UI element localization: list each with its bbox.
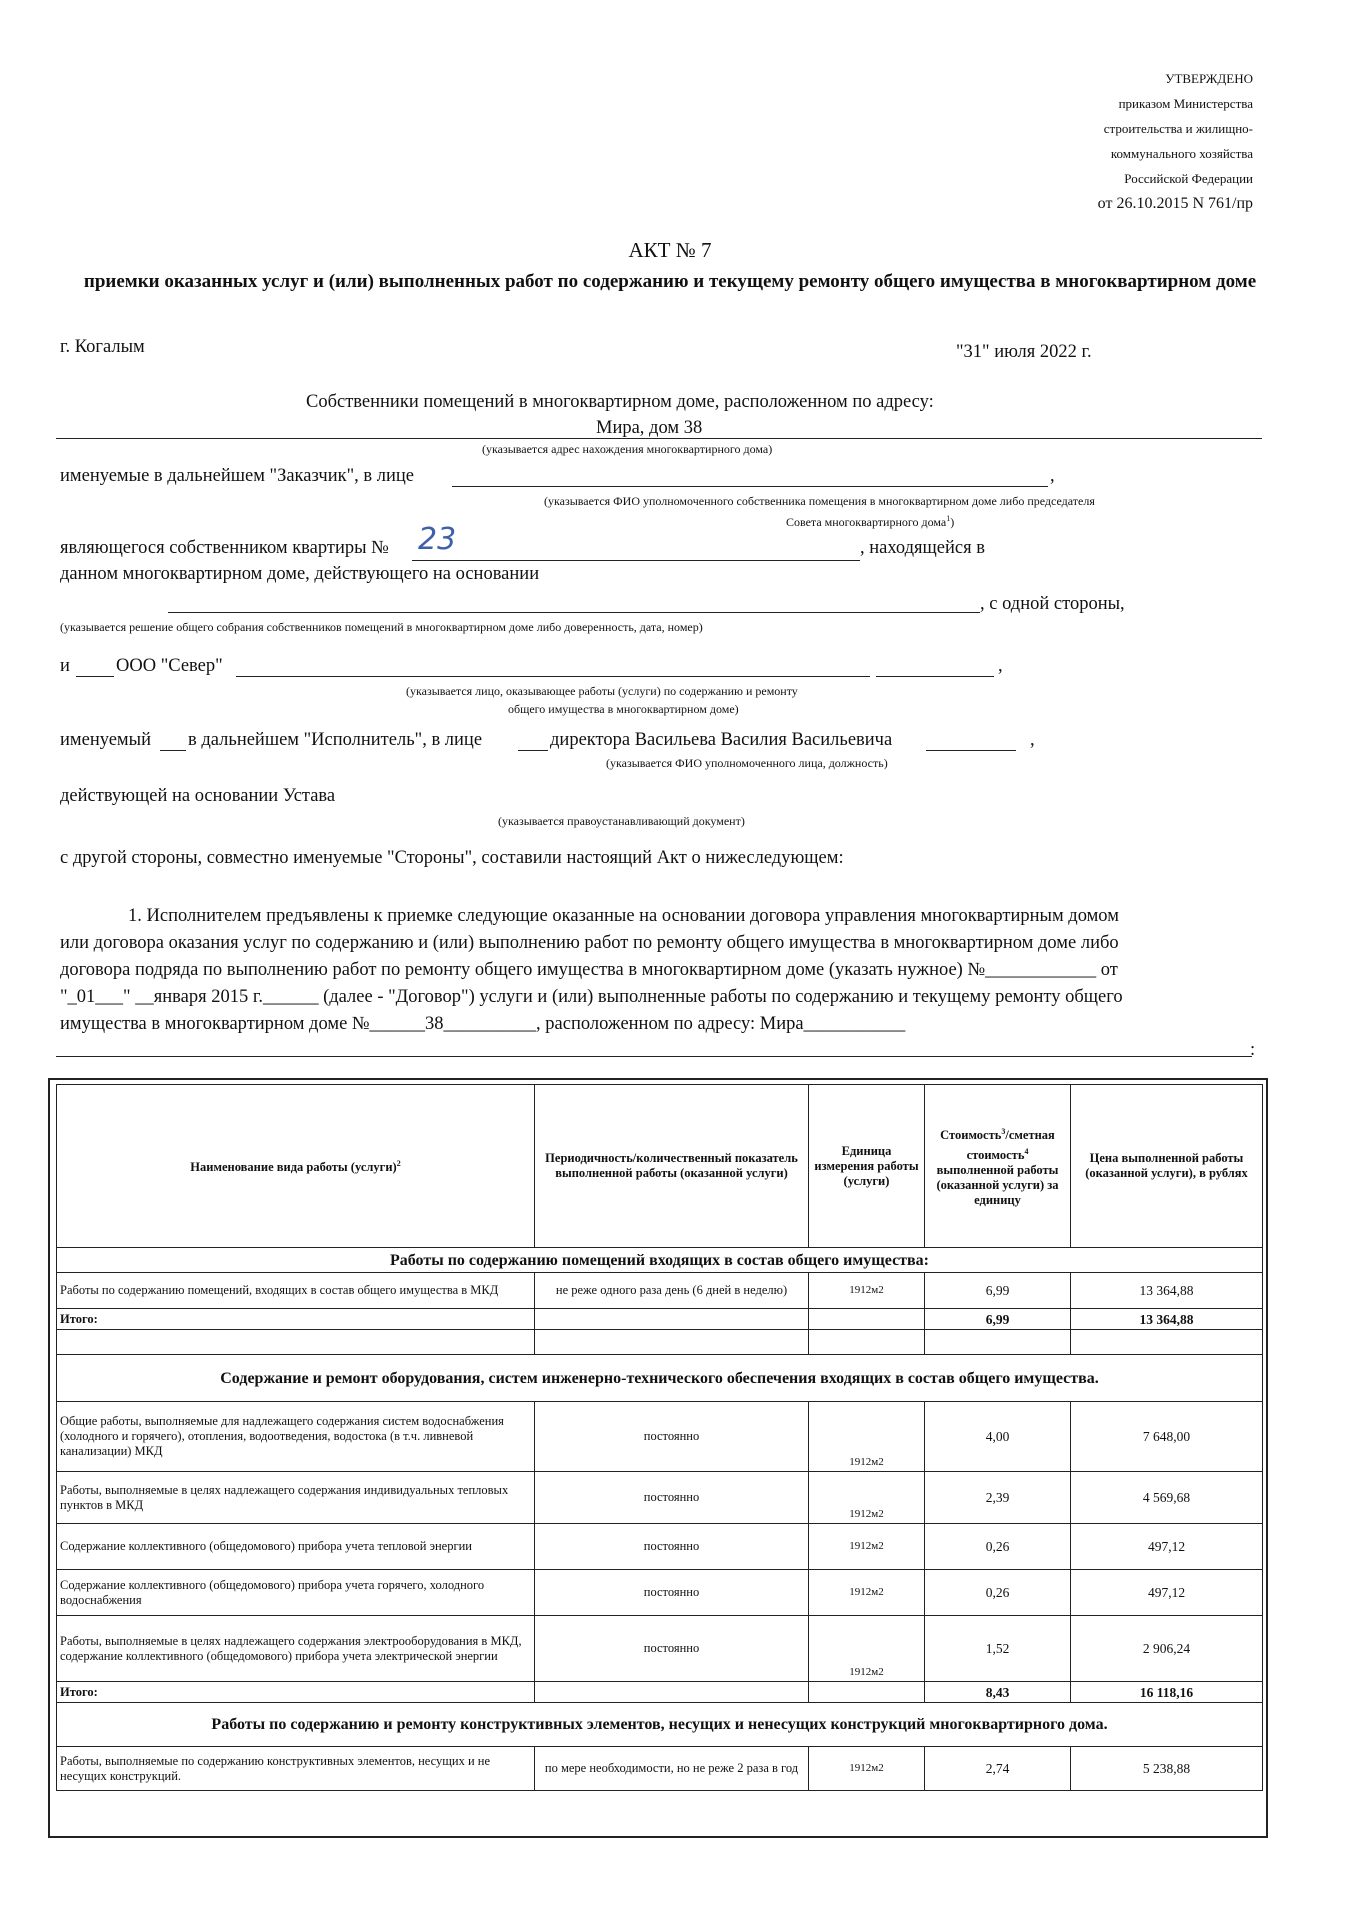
total-label: Итого: xyxy=(57,1682,535,1703)
rep-post-underline xyxy=(926,750,1016,751)
customer-hint-text: Совета многоквартирного дома xyxy=(786,515,947,529)
total-label: Итого: xyxy=(57,1309,535,1330)
cell-periodicity: постоянно xyxy=(535,1616,809,1682)
cell-cost: 6,99 xyxy=(925,1273,1071,1309)
basis-underline xyxy=(168,612,980,613)
table-row xyxy=(57,1273,1263,1309)
table-row xyxy=(57,1570,1263,1616)
header-unit: Единица измерения работы (услуги) xyxy=(809,1085,925,1248)
section-row xyxy=(57,1703,1263,1747)
approval-stamp-block xyxy=(1098,66,1253,216)
empty-cell xyxy=(1071,1330,1263,1355)
contractor-hint: (указывается лицо, оказывающее работы (услуги) по содержанию и ремонту xyxy=(406,684,798,698)
cell-unit: 1912м2 xyxy=(809,1273,925,1309)
cell-cost: 2,39 xyxy=(925,1472,1071,1524)
footnote-mark: 4 xyxy=(1024,1146,1029,1156)
clause1-underline xyxy=(56,1056,1252,1057)
total-cost: 6,99 xyxy=(925,1309,1071,1330)
cell-price: 5 238,88 xyxy=(1071,1747,1263,1791)
city: г. Когалым xyxy=(60,337,145,357)
cell-cost: 4,00 xyxy=(925,1402,1071,1472)
header-cost xyxy=(925,1085,1071,1248)
cell-name: Работы, выполняемые по содержанию конструктивных элементов, несущих и не несущих конструкций. xyxy=(57,1747,535,1791)
header-cost-a: Стоимость xyxy=(940,1128,1002,1143)
empty-cell xyxy=(535,1330,809,1355)
total-price: 13 364,88 xyxy=(1071,1309,1263,1330)
building-address: Мира, дом 38 xyxy=(596,418,703,438)
act-date: "31" июля 2022 г. xyxy=(956,342,1092,362)
empty-cell xyxy=(925,1330,1071,1355)
total-row xyxy=(57,1682,1263,1703)
approval-order-date: от 26.10.2015 N 761/пр xyxy=(1097,195,1253,212)
footnote-mark: 3 xyxy=(1001,1127,1006,1137)
basis-text: данном многоквартирном доме, действующего на основании xyxy=(60,564,540,584)
rep-hint: (указывается ФИО уполномоченного лица, должность) xyxy=(606,756,888,770)
contractor-underline-2 xyxy=(876,676,994,677)
contractor-name: ООО "Север" xyxy=(116,656,223,676)
rep-text-1: именуемый xyxy=(60,730,151,750)
cell-name: Работы, выполняемые в целях надлежащего содержания электрооборудования в МКД, содержание коллективного (общедомового) прибора учета электрической энергии xyxy=(57,1616,535,1682)
total-price: 16 118,16 xyxy=(1071,1682,1263,1703)
cell-cost: 1,52 xyxy=(925,1616,1071,1682)
cell-periodicity: постоянно xyxy=(535,1570,809,1616)
cell-price: 497,12 xyxy=(1071,1570,1263,1616)
clause1-colon: : xyxy=(1250,1040,1256,1060)
contractor-basis: действующей на основании Устава xyxy=(60,786,336,806)
address-hint: (указывается адрес нахождения многоквартирного дома) xyxy=(482,442,773,456)
owners-intro: Собственники помещений в многоквартирном доме, расположенном по адресу: xyxy=(306,392,934,412)
rep-comma: , xyxy=(1030,730,1035,750)
contractor-underline xyxy=(236,676,870,677)
table-header-row xyxy=(57,1085,1263,1248)
rep-pre-underline xyxy=(518,750,548,751)
clause1-line3: договора подряда по выполнению работ по ремонту общего имущества в многоквартирном доме (указать нужное) №____________ от xyxy=(60,960,1118,980)
cell-unit: 1912м2 xyxy=(809,1747,925,1791)
clause1-line2: или договора оказания услуг по содержанию и (или) выполнению работ по ремонту общего имущества в многоквартирном доме либо xyxy=(60,933,1119,953)
cell-name: Содержание коллективного (общедомового) прибора учета тепловой энергии xyxy=(57,1524,535,1570)
header-name xyxy=(57,1085,535,1248)
cell-name: Работы по содержанию помещений, входящих в состав общего имущества в МКД xyxy=(57,1273,535,1309)
basis-hint: (указывается решение общего собрания собственников помещений в многоквартирном доме либо доверенность, дата, номер) xyxy=(60,620,703,634)
empty-cell xyxy=(809,1682,925,1703)
cell-cost: 0,26 xyxy=(925,1570,1071,1616)
customer-hint-close: ) xyxy=(950,515,955,529)
other-side-text: с другой стороны, совместно именуемые "Стороны", составили настоящий Акт о нижеследующем: xyxy=(60,848,844,868)
approval-line: Российской Федерации xyxy=(1124,171,1253,186)
cell-cost: 0,26 xyxy=(925,1524,1071,1570)
cell-price: 2 906,24 xyxy=(1071,1616,1263,1682)
approval-line: строительства и жилищно- xyxy=(1103,121,1253,136)
total-row xyxy=(57,1309,1263,1330)
clause1-line5: имущества в многоквартирном доме №______38__________, расположенном по адресу: Мира___________ xyxy=(60,1014,906,1034)
customer-text: именуемые в дальнейшем "Заказчик", в лице xyxy=(60,466,415,486)
section-row xyxy=(57,1248,1263,1273)
section-title: Содержание и ремонт оборудования, систем инженерно-технического обеспечения входящих в состав общего имущества. xyxy=(57,1355,1263,1402)
cell-name: Общие работы, выполняемые для надлежащего содержания систем водоснабжения (холодного и горячего), отопления, водоотведения, водостока (в т.ч. ливневой канализации) МКД xyxy=(57,1402,535,1472)
total-cost: 8,43 xyxy=(925,1682,1071,1703)
cell-periodicity: постоянно xyxy=(535,1524,809,1570)
rep-name: директора Васильева Василия Васильевича xyxy=(550,730,893,750)
contractor-pre-underline xyxy=(76,676,114,677)
cell-name: Работы, выполняемые в целях надлежащего содержания индивидуальных тепловых пунктов в МКД xyxy=(57,1472,535,1524)
cell-unit: 1912м2 xyxy=(809,1616,925,1682)
approval-line: УТВЕРЖДЕНО xyxy=(1165,71,1253,86)
apartment-underline xyxy=(412,560,860,561)
clause1-line4: "_01___" __января 2015 г.______ (далее - "Договор") услуги и (или) выполненные работы по содержанию и текущему ремонту общего xyxy=(60,987,1123,1007)
empty-cell xyxy=(535,1682,809,1703)
cell-unit: 1912м2 xyxy=(809,1472,925,1524)
section-row xyxy=(57,1355,1263,1402)
contractor-comma: , xyxy=(998,656,1003,676)
empty-cell xyxy=(535,1309,809,1330)
cell-periodicity: постоянно xyxy=(535,1472,809,1524)
cell-unit: 1912м2 xyxy=(809,1524,925,1570)
empty-cell xyxy=(809,1330,925,1355)
one-side: , с одной стороны, xyxy=(980,594,1125,614)
header-cost-b: /сметная стоимость xyxy=(966,1128,1055,1162)
act-title: АКТ № 7 xyxy=(628,238,712,262)
header-name-text: Наименование вида работы (услуги) xyxy=(190,1160,397,1175)
customer-comma: , xyxy=(1050,466,1055,486)
cell-price: 4 569,68 xyxy=(1071,1472,1263,1524)
apartment-text: являющегося собственником квартиры № xyxy=(60,538,389,558)
approval-line: приказом Министерства xyxy=(1118,96,1253,111)
table-row xyxy=(57,1472,1263,1524)
cell-periodicity: постоянно xyxy=(535,1402,809,1472)
cell-unit: 1912м2 xyxy=(809,1570,925,1616)
cell-price: 13 364,88 xyxy=(1071,1273,1263,1309)
contractor-hint-2: общего имущества в многоквартирном доме) xyxy=(508,702,739,716)
apartment-number-handwritten: 23 xyxy=(418,522,457,557)
cell-unit: 1912м2 xyxy=(809,1402,925,1472)
clause1-line1: 1. Исполнителем предъявлены к приемке следующие оказанные на основании договора управления многоквартирным домом xyxy=(128,906,1119,926)
table-row xyxy=(57,1747,1263,1791)
works-table xyxy=(56,1084,1263,1791)
table-row xyxy=(57,1616,1263,1682)
empty-cell xyxy=(809,1309,925,1330)
empty-cell xyxy=(57,1330,535,1355)
cell-cost: 2,74 xyxy=(925,1747,1071,1791)
header-periodicity: Периодичность/количественный показатель выполненной работы (оказанной услуги) xyxy=(535,1085,809,1248)
address-underline xyxy=(56,438,1262,439)
table-row xyxy=(57,1524,1263,1570)
apartment-located: , находящейся в xyxy=(860,538,985,558)
customer-hint-2 xyxy=(786,514,954,530)
footnote-mark: 1 xyxy=(946,514,951,523)
cell-price: 7 648,00 xyxy=(1071,1402,1263,1472)
cell-name: Содержание коллективного (общедомового) прибора учета горячего, холодного водоснабжения xyxy=(57,1570,535,1616)
act-subtitle: приемки оказанных услуг и (или) выполненных работ по содержанию и текущему ремонту общего имущества в многоквартирном доме xyxy=(83,271,1257,292)
table-row xyxy=(57,1402,1263,1472)
and-text: и xyxy=(60,656,70,676)
blank-row xyxy=(57,1330,1263,1355)
header-cost-c: выполненной работы (оказанной услуги) за единицу xyxy=(936,1162,1059,1207)
header-price: Цена выполненной работы (оказанной услуги), в рублях xyxy=(1071,1085,1263,1248)
customer-underline xyxy=(452,486,1048,487)
section-title: Работы по содержанию помещений входящих в состав общего имущества: xyxy=(57,1248,1263,1273)
rep-text-2: в дальнейшем "Исполнитель", в лице xyxy=(188,730,483,750)
customer-hint: (указывается ФИО уполномоченного собственника помещения в многоквартирном доме либо председателя xyxy=(544,494,1095,508)
section-title: Работы по содержанию и ремонту конструктивных элементов, несущих и ненесущих конструкций многоквартирного дома. xyxy=(57,1703,1263,1747)
cell-price: 497,12 xyxy=(1071,1524,1263,1570)
footnote-mark: 2 xyxy=(396,1159,401,1169)
rep-gender-underline xyxy=(160,750,186,751)
cell-periodicity: не реже одного раза день (6 дней в неделю) xyxy=(535,1273,809,1309)
approval-line: коммунального хозяйства xyxy=(1110,146,1253,161)
contractor-basis-hint: (указывается правоустанавливающий документ) xyxy=(498,814,745,828)
cell-periodicity: по мере необходимости, но не реже 2 раза в год xyxy=(535,1747,809,1791)
